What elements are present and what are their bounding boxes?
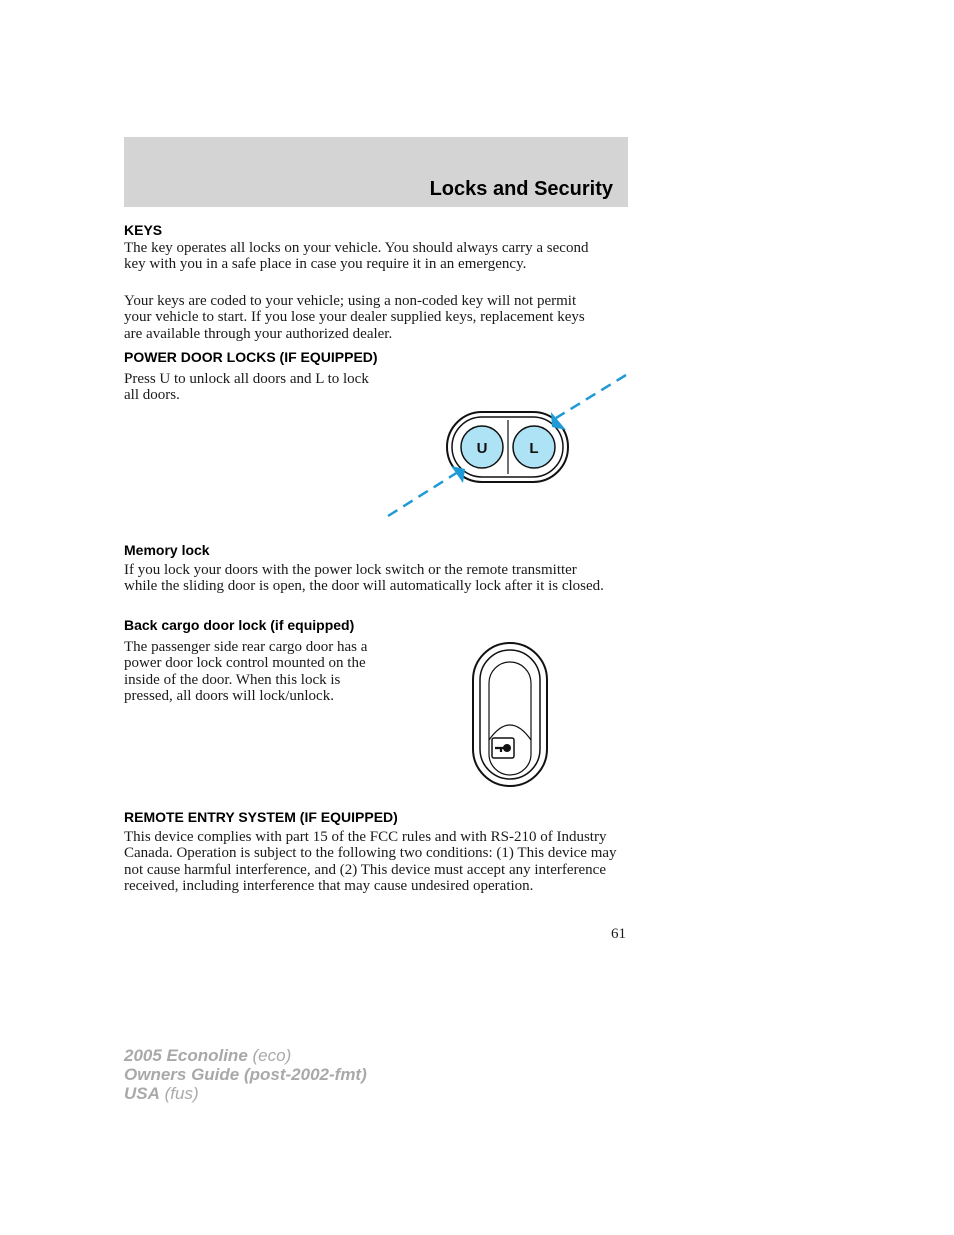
cargo-lock-paragraph: The passenger side rear cargo door has a power door lock control mounted on the inside of the door. When this lock is pressed, all doors will lock/unlock. [124, 639, 368, 705]
power-lock-switch-illustration [380, 368, 632, 523]
keys-paragraph-2: Your keys are coded to your vehicle; using a non-coded key will not permit your vehicle to start. If you lose your dealer supplied keys, replacement keys are available through your authorized dealer. [124, 293, 585, 342]
power-locks-heading: POWER DOOR LOCKS (IF EQUIPPED) [124, 349, 378, 365]
cargo-door-lock-illustration [470, 640, 552, 790]
unlock-button-label: U [476, 440, 488, 457]
section-title: Locks and Security [429, 178, 613, 200]
memory-lock-heading: Memory lock [124, 542, 210, 558]
remote-entry-paragraph: This device complies with part 15 of the FCC rules and with RS-210 of Industry Canada. Operation is subject to the following two conditions: (1) This device may not cause harmful interference, and (2) This device must accept any interference received, including interference that may cause undesired operation. [124, 829, 617, 895]
keys-heading: KEYS [124, 222, 163, 238]
document-footer [124, 1046, 367, 1103]
footer-model: 2005 Econoline [124, 1046, 248, 1065]
leader-line-lock [556, 375, 626, 418]
cargo-lock-heading: Back cargo door lock (if equipped) [124, 617, 355, 633]
lock-button-label: L [529, 440, 539, 457]
keys-paragraph-1: The key operates all locks on your vehicle. You should always carry a second key with you in a safe place in case you require it in an emergency. [124, 240, 589, 273]
footer-guide: Owners Guide (post-2002-fmt) [124, 1065, 367, 1084]
leader-line-unlock [388, 472, 458, 516]
page-number: 61 [611, 926, 626, 942]
footer-market: USA [124, 1084, 160, 1103]
power-locks-paragraph: Press U to unlock all doors and L to lock all doors. [124, 371, 369, 404]
section-header-band [124, 137, 628, 207]
remote-entry-heading: REMOTE ENTRY SYSTEM (IF EQUIPPED) [124, 809, 398, 825]
footer-market-code: (fus) [159, 1084, 199, 1103]
footer-model-code: (eco) [247, 1046, 292, 1065]
memory-lock-paragraph: If you lock your doors with the power lock switch or the remote transmitter while the sliding door is open, the door will automatically lock after it is closed. [124, 562, 604, 595]
